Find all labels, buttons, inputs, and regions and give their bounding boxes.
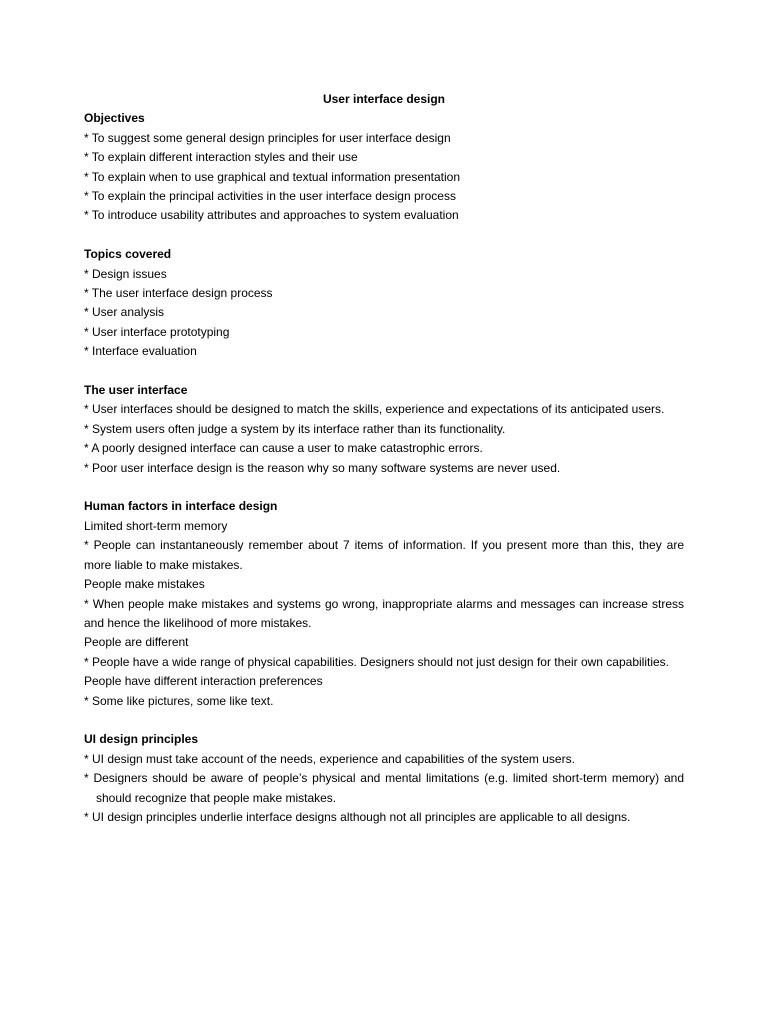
- section-human-factors: [84, 497, 684, 710]
- objective-item: * To explain when to use graphical and textual information presentation: [84, 169, 461, 184]
- section-heading-user-interface: The user interface: [84, 383, 188, 398]
- section-user-interface: [84, 381, 684, 478]
- human-factors-item: * When people make mistakes and systems go wrong, inappropriate alarms and messages can increase stress and hence the likelihood of more mistakes.: [84, 596, 684, 630]
- user-interface-item: * User interfaces should be designed to match the skills, experience and expectations of its anticipated users.: [84, 402, 665, 417]
- objective-item: * To explain different interaction styles and their use: [84, 150, 358, 165]
- user-interface-item: * A poorly designed interface can cause a user to make catastrophic errors.: [84, 441, 483, 456]
- section-heading-ui-principles: UI design principles: [84, 732, 199, 747]
- subheading-mistakes: People make mistakes: [84, 577, 205, 592]
- topic-item: * The user interface design process: [84, 286, 273, 301]
- human-factors-item: * Some like pictures, some like text.: [84, 693, 274, 708]
- subheading-memory: Limited short-term memory: [84, 518, 228, 533]
- topic-item: * User analysis: [84, 305, 165, 320]
- human-factors-item: * People can instantaneously remember about 7 items of information. If you present more than this, they are more liable to make mistakes.: [84, 538, 684, 572]
- ui-principle-item: * Designers should be aware of people’s physical and mental limitations (e.g. limited short-term memory) and should recognize that people make mistakes.: [84, 771, 684, 805]
- objective-item: * To suggest some general design principles for user interface design: [84, 130, 451, 145]
- subheading-preferences: People have different interaction preferences: [84, 674, 323, 689]
- section-heading-topics: Topics covered: [84, 247, 172, 262]
- section-heading-objectives: Objectives: [84, 111, 145, 126]
- section-objectives: [84, 109, 684, 225]
- section-heading-human-factors: Human factors in interface design: [84, 499, 278, 514]
- user-interface-item: * System users often judge a system by its interface rather than its functionality.: [84, 421, 506, 436]
- topic-item: * Interface evaluation: [84, 344, 197, 359]
- ui-principle-item: * UI design must take account of the needs, experience and capabilities of the system users.: [84, 751, 575, 766]
- human-factors-item: * People have a wide range of physical capabilities. Designers should not just design for their own capabilities.: [84, 654, 670, 669]
- objective-item: * To explain the principal activities in the user interface design process: [84, 189, 456, 204]
- user-interface-item: * Poor user interface design is the reason why so many software systems are never used.: [84, 460, 561, 475]
- objective-item: * To introduce usability attributes and approaches to system evaluation: [84, 208, 459, 223]
- ui-principle-item: * UI design principles underlie interface designs although not all principles are applicable to all designs.: [84, 809, 631, 824]
- document-title: User interface design: [322, 92, 446, 106]
- section-ui-principles: [84, 730, 684, 827]
- section-topics: [84, 245, 684, 361]
- topic-item: * User interface prototyping: [84, 324, 230, 339]
- topic-item: * Design issues: [84, 266, 167, 281]
- subheading-different: People are different: [84, 635, 189, 650]
